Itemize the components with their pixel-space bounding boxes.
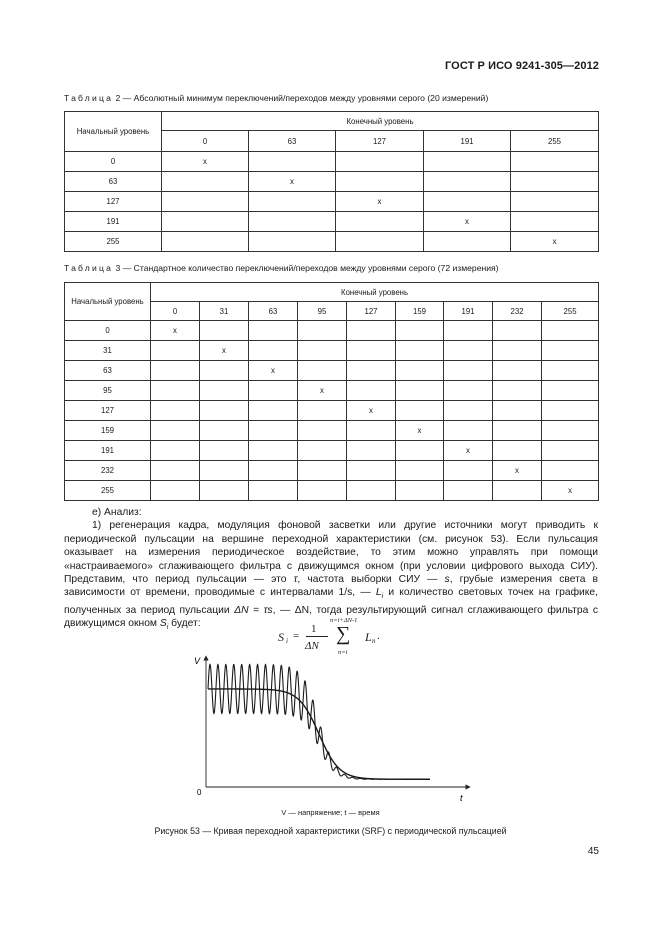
table3-caption	[64, 263, 499, 273]
table-cell	[249, 381, 298, 401]
table-cell	[298, 481, 347, 501]
column-header: 232	[493, 302, 542, 321]
table-row	[65, 441, 599, 461]
table-cell	[493, 481, 542, 501]
table-cell	[249, 212, 336, 232]
table-cell	[347, 341, 396, 361]
sum-sigma: ∑	[336, 623, 351, 645]
page-number: 45	[587, 846, 599, 857]
table-row	[65, 212, 599, 232]
table-row	[65, 481, 599, 501]
table-cell: x	[162, 152, 249, 172]
table-cell	[396, 481, 444, 501]
row-label: 191	[65, 212, 162, 232]
x-axis-label: t	[460, 793, 463, 803]
table-cell	[511, 212, 599, 232]
table-cell: x	[424, 212, 511, 232]
table-cell: x	[444, 441, 493, 461]
table-cell	[249, 232, 336, 252]
table-cell	[336, 212, 424, 232]
table-cell: x	[200, 341, 249, 361]
table2-row-header: Начальный уровень	[65, 112, 162, 152]
row-label: 159	[65, 421, 151, 441]
table2-caption	[64, 93, 488, 103]
column-header: 0	[162, 131, 249, 152]
para-part-2: , частота выборки СИУ —	[297, 574, 445, 586]
table-cell	[444, 481, 493, 501]
formula-end: .	[377, 630, 380, 642]
fraction-bar	[306, 636, 328, 637]
table-cell	[200, 401, 249, 421]
table-cell	[444, 421, 493, 441]
table-cell	[347, 321, 396, 341]
sum-upper-limit: n=i+ΔN-1	[330, 617, 358, 624]
table-cell	[542, 361, 599, 381]
column-header: 31	[200, 302, 249, 321]
table-row	[65, 461, 599, 481]
table-row	[65, 421, 599, 441]
table-cell	[249, 441, 298, 461]
table-cell	[396, 401, 444, 421]
table-cell	[162, 172, 249, 192]
row-label: 63	[65, 361, 151, 381]
table-cell	[151, 401, 200, 421]
table-cell	[424, 192, 511, 212]
table-cell	[511, 192, 599, 212]
origin-label: 0	[197, 788, 202, 797]
table-cell	[200, 381, 249, 401]
table-cell	[347, 381, 396, 401]
table-cell	[493, 421, 542, 441]
table-cell	[347, 441, 396, 461]
table-cell	[151, 381, 200, 401]
srf-chart	[180, 650, 480, 805]
table-cell	[200, 421, 249, 441]
table-cell	[336, 152, 424, 172]
table-row	[65, 192, 599, 212]
table-cell: x	[493, 461, 542, 481]
column-header: 63	[249, 302, 298, 321]
formula-term-sub: n	[372, 637, 376, 645]
table-cell	[347, 461, 396, 481]
column-header: 191	[424, 131, 511, 152]
table-cell	[200, 481, 249, 501]
table3-caption-word: Таблица	[64, 263, 114, 273]
table2-caption-word: Таблица	[64, 93, 114, 103]
table-cell	[249, 192, 336, 212]
table-cell	[444, 381, 493, 401]
table-cell	[424, 232, 511, 252]
column-header: 0	[151, 302, 200, 321]
table-cell	[542, 341, 599, 361]
row-label: 63	[65, 172, 162, 192]
row-label: 255	[65, 481, 151, 501]
S-symbol: S	[159, 618, 167, 630]
column-header: 191	[444, 302, 493, 321]
table-cell	[511, 172, 599, 192]
table-cell	[444, 461, 493, 481]
table-cell	[424, 152, 511, 172]
table-row	[65, 152, 599, 172]
column-header: 159	[396, 302, 444, 321]
table3-column-group: Конечный уровень	[151, 283, 599, 302]
table2	[64, 111, 599, 252]
table-cell	[542, 401, 599, 421]
column-header: 127	[336, 131, 424, 152]
table-cell	[493, 381, 542, 401]
L-subscript: i	[381, 593, 384, 601]
table-cell	[200, 441, 249, 461]
table-cell	[249, 321, 298, 341]
table-row	[65, 361, 599, 381]
table-row	[65, 401, 599, 421]
S-subscript: i	[166, 624, 169, 632]
analysis-text	[64, 506, 598, 635]
row-label: 255	[65, 232, 162, 252]
table-row	[65, 232, 599, 252]
table-cell	[542, 421, 599, 441]
sum-lower-limit: n=i	[338, 649, 348, 656]
table-cell	[542, 441, 599, 461]
formula-lhs: S	[278, 630, 284, 644]
table-cell	[347, 421, 396, 441]
row-label: 127	[65, 192, 162, 212]
table-cell: x	[151, 321, 200, 341]
table-cell	[493, 321, 542, 341]
table-cell	[493, 341, 542, 361]
table-cell	[200, 361, 249, 381]
table-cell	[493, 361, 542, 381]
row-label: 191	[65, 441, 151, 461]
table-cell	[444, 321, 493, 341]
formula-equals: =	[293, 630, 300, 642]
chart-legend: V — напряжение; t — время	[281, 808, 380, 817]
para-part-3: , грубые измерения света в зависимости от времени, проводимые с интервалами 1/s, —	[64, 574, 598, 599]
table-cell	[151, 421, 200, 441]
s-symbol: s	[444, 574, 450, 586]
smoothed-srf-series-line	[208, 689, 430, 779]
document-header: ГОСТ Р ИСО 9241-305—2012	[444, 60, 599, 72]
table-cell	[542, 321, 599, 341]
column-header: 127	[347, 302, 396, 321]
formula-numerator: 1	[311, 623, 317, 635]
table-cell: x	[542, 481, 599, 501]
L-symbol: L	[375, 587, 382, 599]
table-cell	[162, 212, 249, 232]
analysis-heading: е) Анализ:	[92, 507, 142, 518]
table-cell: x	[249, 361, 298, 381]
table-cell	[200, 461, 249, 481]
table-cell	[396, 341, 444, 361]
table2-caption-text: 2 — Абсолютный минимум переключений/переходов между уровнями серого (20 измерений)	[115, 93, 489, 103]
table-cell: x	[249, 172, 336, 192]
table-cell	[151, 341, 200, 361]
table-cell	[347, 481, 396, 501]
table3-row-header: Начальный уровень	[65, 283, 151, 321]
table-cell	[444, 341, 493, 361]
row-label: 95	[65, 381, 151, 401]
table-cell	[249, 481, 298, 501]
formula-term: L	[365, 630, 372, 644]
table-cell	[162, 192, 249, 212]
table-row	[65, 381, 599, 401]
table-cell	[200, 321, 249, 341]
formula-lhs-sub: i	[286, 637, 288, 645]
table-cell	[424, 172, 511, 192]
column-header: 255	[542, 302, 599, 321]
table-row	[65, 172, 599, 192]
row-label: 127	[65, 401, 151, 421]
table-cell	[298, 441, 347, 461]
para-part-4: и количество световых точек на графике, полученных за период пульсации	[64, 587, 598, 616]
table-cell	[151, 461, 200, 481]
column-header: 255	[511, 131, 599, 152]
table-cell	[493, 441, 542, 461]
table-cell	[249, 461, 298, 481]
table-cell: x	[396, 421, 444, 441]
para-part-5: , — ΔN, тогда результирующий сигнал сглаживающего фильтра с движущимся окном	[64, 604, 598, 630]
row-label: 0	[65, 152, 162, 172]
table-cell	[298, 401, 347, 421]
table-cell	[249, 401, 298, 421]
table-cell	[298, 361, 347, 381]
table-cell	[542, 381, 599, 401]
tau-symbol: τ	[293, 574, 298, 586]
table-cell	[249, 341, 298, 361]
table-cell	[162, 232, 249, 252]
row-label: 0	[65, 321, 151, 341]
y-axis-label: V	[194, 656, 201, 666]
table-row	[65, 321, 599, 341]
table-cell: x	[511, 232, 599, 252]
table2-column-group: Конечный уровень	[162, 112, 599, 131]
table-cell	[493, 401, 542, 421]
figure-caption: Рисунок 53 — Кривая переходной характеристики (SRF) с периодической пульсацией	[154, 826, 507, 836]
column-header: 63	[249, 131, 336, 152]
para-part-6: будет:	[168, 618, 201, 630]
table-cell	[396, 461, 444, 481]
table-cell	[298, 421, 347, 441]
table-cell	[298, 341, 347, 361]
table-cell	[396, 361, 444, 381]
table-cell: x	[336, 192, 424, 212]
table-cell	[511, 152, 599, 172]
table-cell	[151, 481, 200, 501]
column-header: 95	[298, 302, 347, 321]
table3	[64, 282, 599, 501]
para-part-1: 1) регенерация кадра, модуляция фоновой засветки или другие источники могут приводить к периодической пульсации на вершине переходной характеристики (см. рисунок 53). Если пульсация оказывает на измерения периодическое воздействие, то этим можно управлять при помощи «настраиваемого» сглаживающего фильтра с движущимся окном (при условии цифрового выхода СИУ). Представим, что период пульсации — это	[64, 520, 598, 586]
table-cell	[298, 461, 347, 481]
table-cell	[542, 461, 599, 481]
table-cell	[336, 172, 424, 192]
raw-srf-series-line	[208, 664, 430, 779]
table-cell	[444, 361, 493, 381]
row-label: 31	[65, 341, 151, 361]
table-cell	[151, 361, 200, 381]
table-cell: x	[347, 401, 396, 421]
table3-caption-text: 3 — Стандартное количество переключений/переходов между уровнями серого (72 измерения)	[115, 263, 499, 273]
table-cell	[396, 321, 444, 341]
table-cell	[298, 321, 347, 341]
table-cell	[151, 441, 200, 461]
table-cell	[396, 381, 444, 401]
table-cell	[347, 361, 396, 381]
delta-n-equation: ΔN = τs	[234, 604, 273, 616]
table-cell	[444, 401, 493, 421]
table-cell	[396, 441, 444, 461]
formula-denominator: ΔN	[305, 640, 319, 652]
table-cell	[336, 232, 424, 252]
table-cell: x	[298, 381, 347, 401]
table-cell	[249, 421, 298, 441]
table-row	[65, 341, 599, 361]
row-label: 232	[65, 461, 151, 481]
table-cell	[249, 152, 336, 172]
